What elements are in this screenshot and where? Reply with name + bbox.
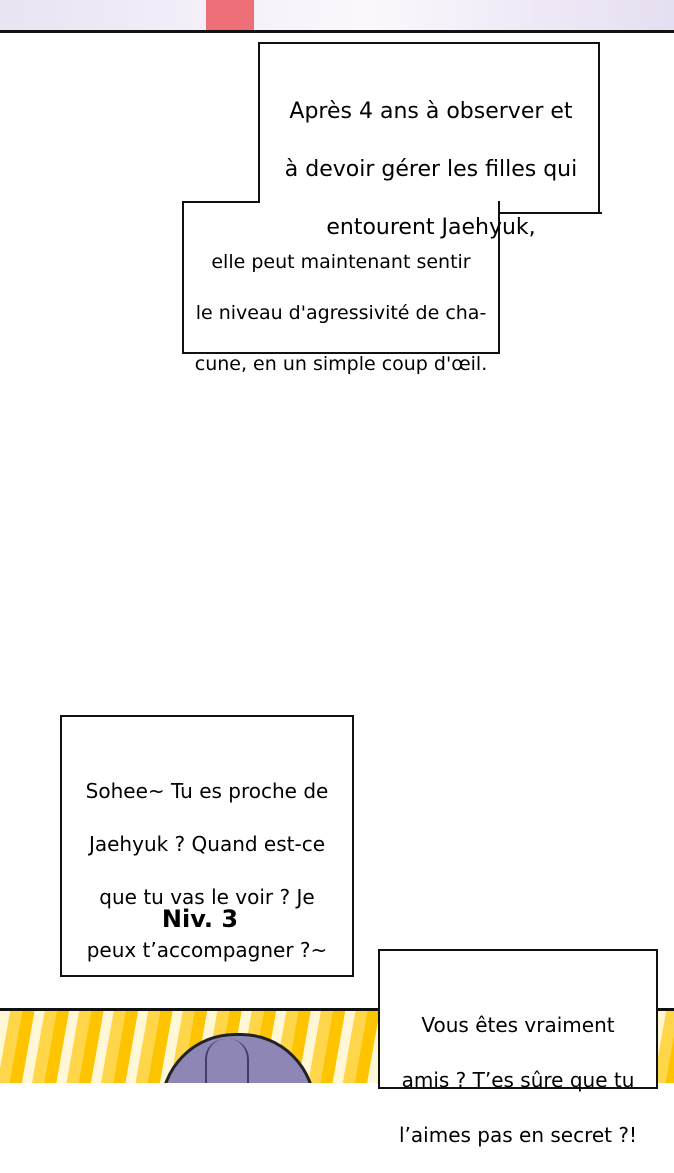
speech-line: Vous êtes vraiment xyxy=(421,1013,615,1037)
speech-line: que tu vas le voir ? Je xyxy=(99,885,315,909)
speech-text-sohee xyxy=(62,755,352,987)
speech-line: l’aimes pas en secret ?! xyxy=(399,1123,637,1147)
character-hair-part-artwork xyxy=(205,1039,249,1083)
narration-line: le niveau d'agressivité de cha- xyxy=(195,302,487,324)
narration-line: cune, en un simple coup d'œil. xyxy=(194,353,488,375)
top-artwork-panel xyxy=(0,0,674,33)
speech-line: peux t’accompagner ?~ xyxy=(86,938,328,962)
speech-text-vous xyxy=(380,988,656,1173)
aggression-level-label: Niv. 3 xyxy=(161,905,239,933)
speech-line: Jaehyuk ? Quand est-ce xyxy=(88,832,326,856)
narration-line: elle peut maintenant sentir xyxy=(211,251,471,273)
speech-line: amis ? T’es sûre que tu xyxy=(401,1068,635,1092)
speech-line: Sohee~ Tu es proche de xyxy=(85,779,329,803)
narration-line: entourent Jaehyuk, xyxy=(326,215,536,240)
pink-clothing-artwork xyxy=(206,0,254,30)
narration-line: Après 4 ans à observer et xyxy=(289,99,573,124)
narration-text-bottom xyxy=(184,227,498,399)
narration-line: à devoir gérer les filles qui xyxy=(284,157,578,182)
